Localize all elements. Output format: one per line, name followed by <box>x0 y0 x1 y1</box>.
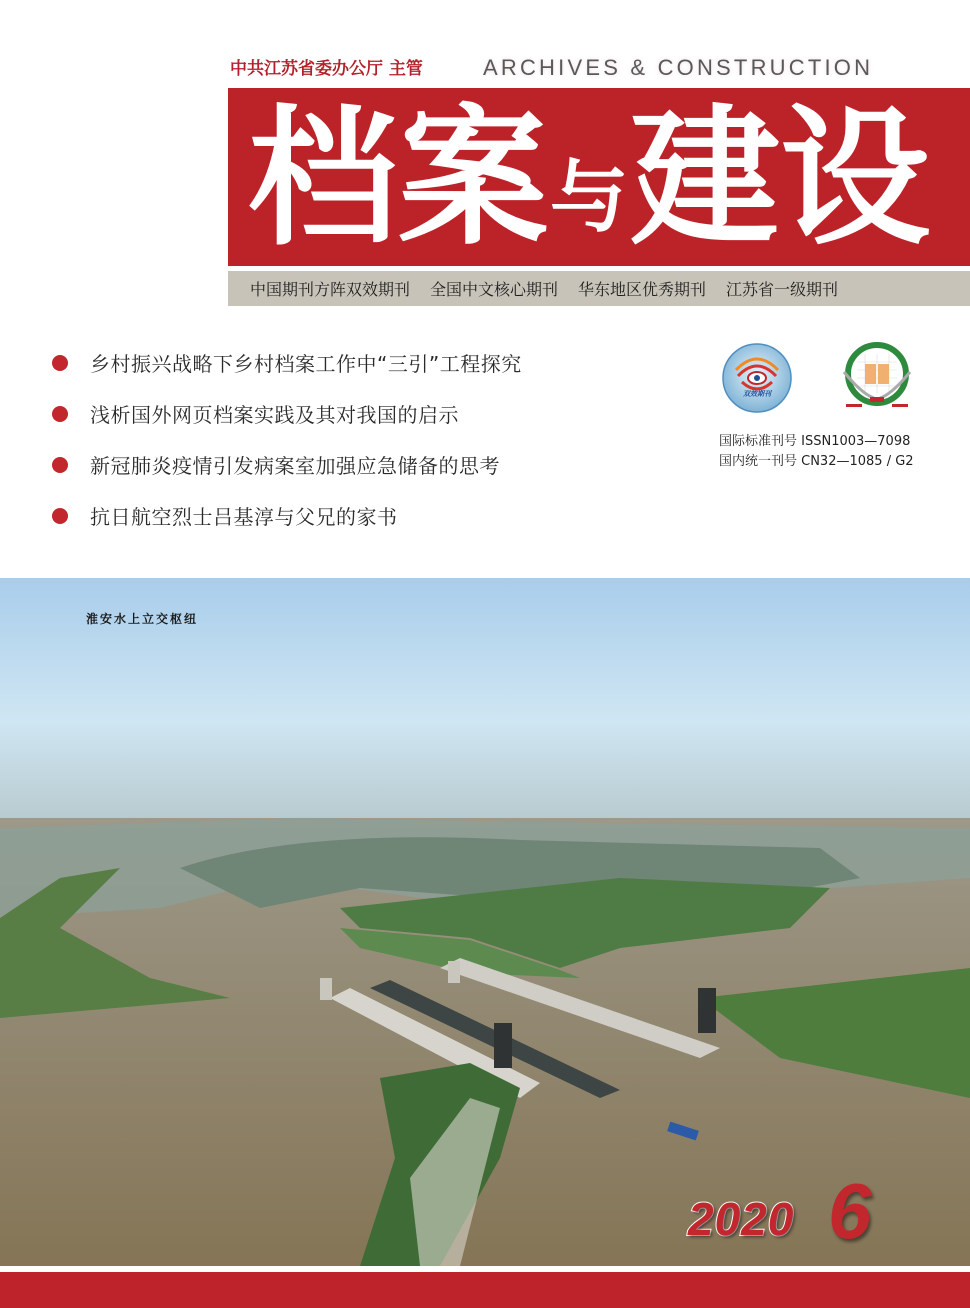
headline-item[interactable] <box>52 439 522 490</box>
tagline-band <box>228 271 970 306</box>
magazine-title <box>248 90 958 266</box>
headline-text: 抗日航空烈士吕基淳与父兄的家书 <box>90 505 398 529</box>
headline-text: 乡村振兴战略下乡村档案工作中“三引”工程探究 <box>90 352 522 376</box>
headline-list <box>52 337 522 541</box>
periodical-matrix-emblem-icon <box>718 342 796 414</box>
bullet-icon <box>52 406 68 422</box>
issue-number: 6 <box>828 1167 872 1255</box>
masthead <box>228 88 970 266</box>
tagline-item: 全国中文核心期刊 <box>430 280 559 299</box>
headline-text: 新冠肺炎疫情引发病案室加强应急储备的思考 <box>90 454 500 478</box>
sponsor-text: 中共江苏省委办公厅 主管 <box>230 59 423 79</box>
east-china-excellent-journal-emblem-icon <box>832 342 922 418</box>
title-char: 设 <box>780 90 931 266</box>
title-char: 档 <box>248 90 399 266</box>
tagline-item: 中国期刊方阵双效期刊 <box>250 280 411 299</box>
bullet-icon <box>52 355 68 371</box>
bottom-band <box>0 1272 970 1308</box>
tagline-item: 江苏省一级期刊 <box>726 280 839 299</box>
photo-caption: 淮安水上立交枢纽 <box>86 612 199 626</box>
issn-line: 国际标准刊号 ISSN1003—7098 <box>719 434 911 449</box>
title-char: 与 <box>550 152 629 243</box>
title-char: 案 <box>398 90 549 266</box>
issue-year: 2020 <box>688 1193 795 1245</box>
aerial-river-hub-image <box>0 578 970 1266</box>
headline-item[interactable] <box>52 337 522 388</box>
cn-line: 国内统一刊号 CN32—1085 / G2 <box>719 454 914 469</box>
headline-item[interactable] <box>52 490 522 541</box>
issn-block <box>719 432 914 472</box>
cover-photo <box>0 578 970 1266</box>
headline-text: 浅析国外网页档案实践及其对我国的启示 <box>90 403 459 427</box>
bullet-icon <box>52 457 68 473</box>
english-title: ARCHIVES & CONSTRUCTION <box>483 55 874 80</box>
headline-item[interactable] <box>52 388 522 439</box>
tagline-item: 华东地区优秀期刊 <box>578 280 707 299</box>
svg-text:双效期刊: 双效期刊 <box>743 390 771 398</box>
title-char: 建 <box>630 90 781 266</box>
bullet-icon <box>52 508 68 524</box>
